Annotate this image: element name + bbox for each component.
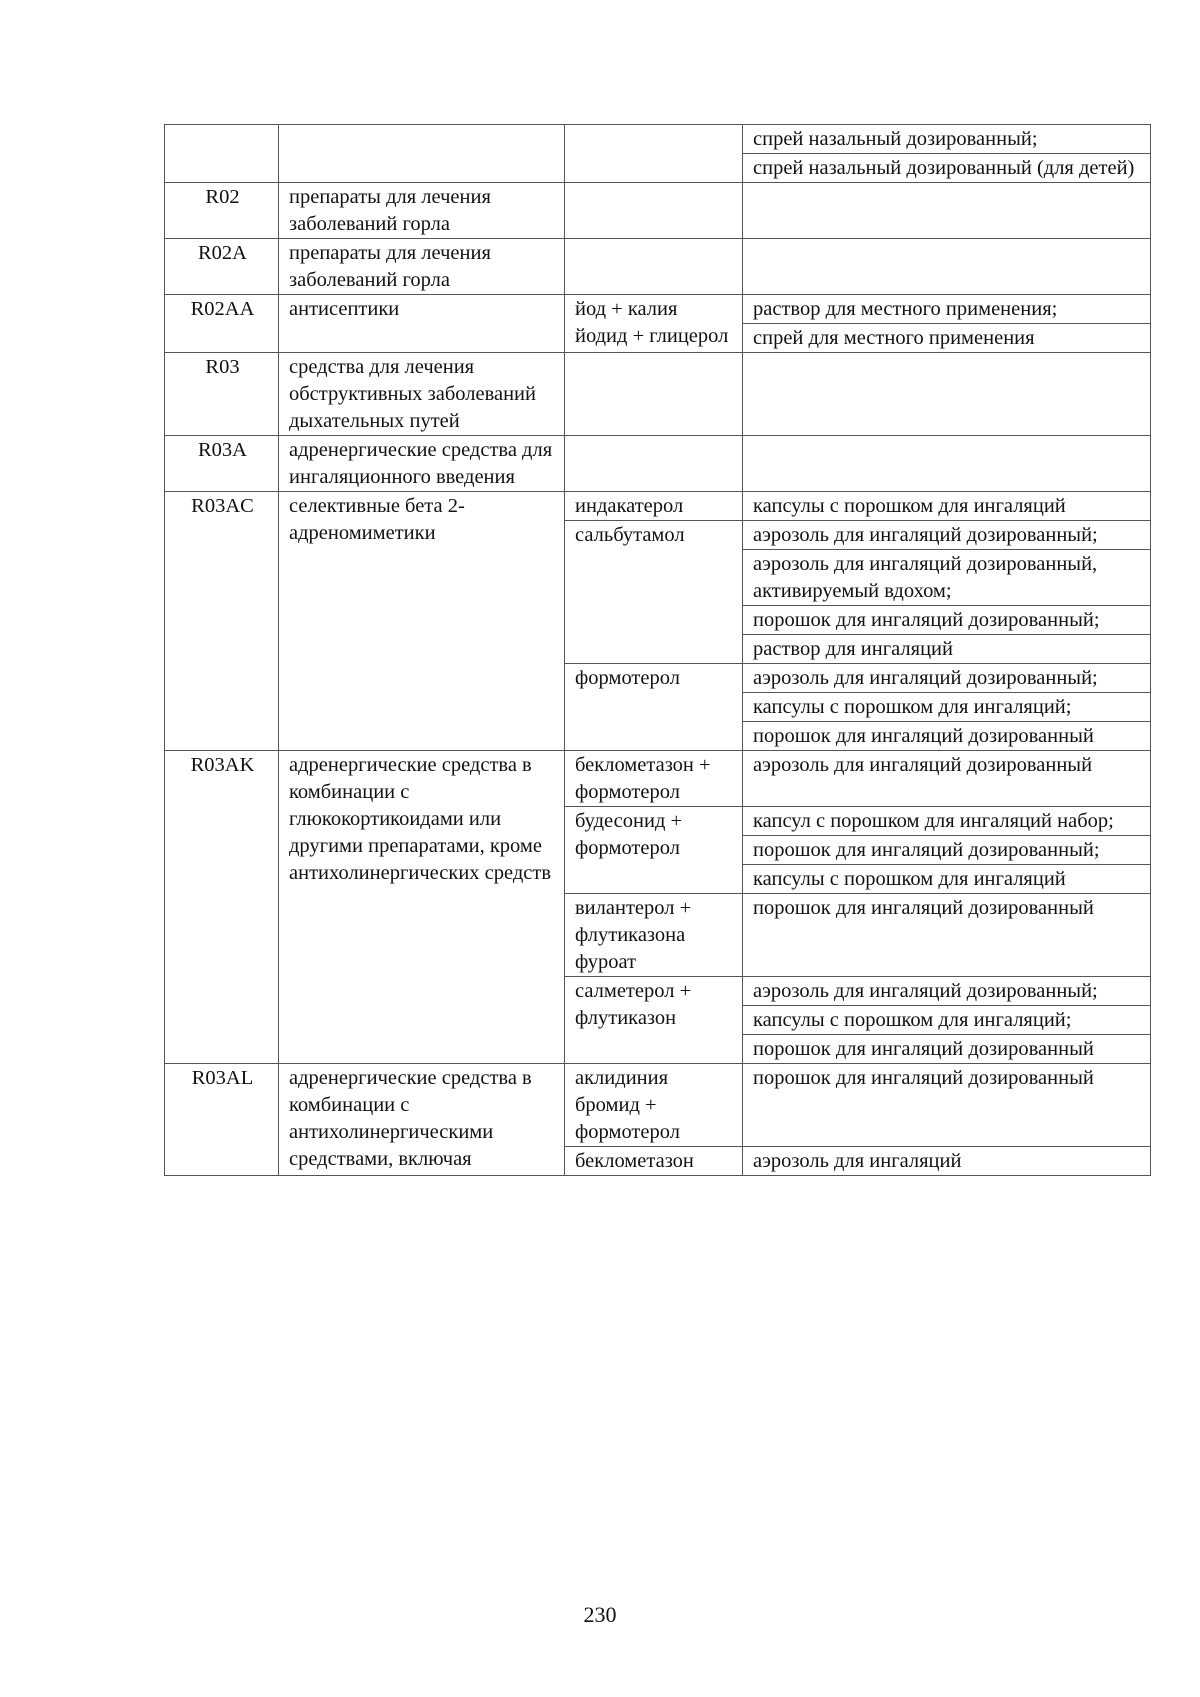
table-row: [165, 353, 1151, 436]
drug-cell: беклометазон: [565, 1147, 743, 1176]
atc-code-cell: R02AA: [165, 295, 279, 353]
form-cell: порошок для ингаляций дозированный;: [743, 836, 1151, 865]
drug-cell: [565, 183, 743, 239]
form-cell: [743, 183, 1151, 239]
drug-cell: беклометазон + формотерол: [565, 751, 743, 807]
form-cell: спрей назальный дозированный;: [743, 125, 1151, 154]
form-cell: капсулы с порошком для ингаляций;: [743, 1006, 1151, 1035]
drug-cell: индакатерол: [565, 492, 743, 521]
form-cell: порошок для ингаляций дозированный: [743, 894, 1151, 977]
table-row: [165, 436, 1151, 492]
form-cell: порошок для ингаляций дозированный;: [743, 606, 1151, 635]
drug-cell: [565, 436, 743, 492]
form-cell: аэрозоль для ингаляций дозированный, активируемый вдохом;: [743, 550, 1151, 606]
drug-cell: сальбутамол: [565, 521, 743, 664]
table-row: [165, 239, 1151, 295]
drug-cell: йод + калия йодид + глицерол: [565, 295, 743, 353]
form-cell: порошок для ингаляций дозированный: [743, 722, 1151, 751]
group-cell: препараты для лечения заболеваний горла: [279, 183, 565, 239]
form-cell: раствор для местного применения;: [743, 295, 1151, 324]
table-row: [165, 125, 1151, 154]
form-cell: аэрозоль для ингаляций: [743, 1147, 1151, 1176]
form-cell: аэрозоль для ингаляций дозированный;: [743, 664, 1151, 693]
atc-code-cell: R02: [165, 183, 279, 239]
drug-cell: [565, 239, 743, 295]
table-row: [165, 295, 1151, 324]
drug-cell: формотерол: [565, 664, 743, 751]
drug-table: [164, 124, 1151, 1176]
drug-cell: аклидиния бромид + формотерол: [565, 1064, 743, 1147]
form-cell: аэрозоль для ингаляций дозированный: [743, 751, 1151, 807]
group-cell: препараты для лечения заболеваний горла: [279, 239, 565, 295]
page-number: 230: [583, 1602, 617, 1627]
drug-cell: будесонид + формотерол: [565, 807, 743, 894]
form-cell: капсулы с порошком для ингаляций: [743, 865, 1151, 894]
atc-code-cell: R03AC: [165, 492, 279, 751]
form-cell: порошок для ингаляций дозированный: [743, 1064, 1151, 1147]
drug-cell: [565, 125, 743, 183]
group-cell: адренергические средства в комбинации с антихолинергическими средствами, включая: [279, 1064, 565, 1176]
group-cell: [279, 125, 565, 183]
group-cell: антисептики: [279, 295, 565, 353]
form-cell: аэрозоль для ингаляций дозированный;: [743, 521, 1151, 550]
atc-code-cell: R03AL: [165, 1064, 279, 1176]
form-cell: капсулы с порошком для ингаляций;: [743, 693, 1151, 722]
form-cell: капсул с порошком для ингаляций набор;: [743, 807, 1151, 836]
drug-cell: [565, 353, 743, 436]
atc-code-cell: R03: [165, 353, 279, 436]
group-cell: средства для лечения обструктивных заболеваний дыхательных путей: [279, 353, 565, 436]
group-cell: селективные бета 2-адреномиметики: [279, 492, 565, 751]
atc-code-cell: R02A: [165, 239, 279, 295]
drug-cell: вилантерол + флутиказона фуроат: [565, 894, 743, 977]
group-cell: адренергические средства для ингаляционного введения: [279, 436, 565, 492]
table-row: [165, 751, 1151, 807]
group-cell: адренергические средства в комбинации с глюкокортикоидами или другими препаратами, кроме антихолинергических средств: [279, 751, 565, 1064]
form-cell: аэрозоль для ингаляций дозированный;: [743, 977, 1151, 1006]
table-row: [165, 1064, 1151, 1147]
form-cell: спрей для местного применения: [743, 324, 1151, 353]
form-cell: капсулы с порошком для ингаляций: [743, 492, 1151, 521]
form-cell: порошок для ингаляций дозированный: [743, 1035, 1151, 1064]
form-cell: [743, 436, 1151, 492]
atc-code-cell: R03AK: [165, 751, 279, 1064]
drug-cell: салметерол + флутиказон: [565, 977, 743, 1064]
form-cell: раствор для ингаляций: [743, 635, 1151, 664]
form-cell: [743, 353, 1151, 436]
table-row: [165, 183, 1151, 239]
atc-code-cell: R03A: [165, 436, 279, 492]
table-row: [165, 492, 1151, 521]
atc-code-cell: [165, 125, 279, 183]
form-cell: [743, 239, 1151, 295]
form-cell: спрей назальный дозированный (для детей): [743, 154, 1151, 183]
